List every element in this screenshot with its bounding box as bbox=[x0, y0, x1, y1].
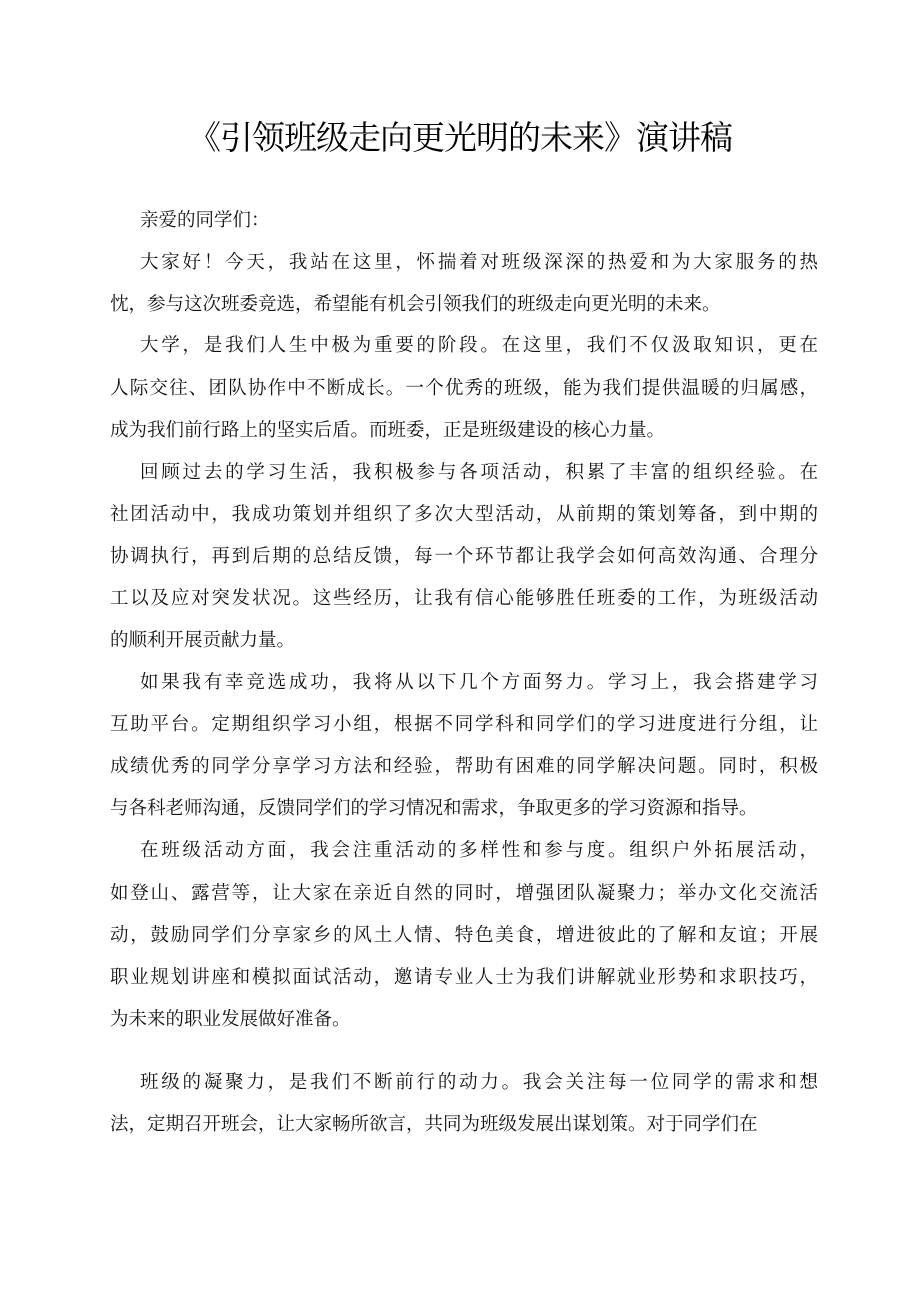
text-line: 大家好！今天，我站在这里，怀揣着对班级深深的热爱和为大家服务的热 bbox=[140, 252, 818, 273]
text-line: 亲爱的同学们： bbox=[140, 210, 270, 231]
text-line: 工以及应对突发状况。这些经历，让我有信心能够胜任班委的工作，为班级活动 bbox=[110, 588, 818, 609]
text-line: 大学，是我们人生中极为重要的阶段。在这里，我们不仅汲取知识，更在 bbox=[140, 335, 818, 356]
text-line: 的顺利开展贡献力量。 bbox=[110, 630, 296, 651]
text-line: 与各科老师沟通，反馈同学们的学习情况和需求，争取更多的学习资源和指导。 bbox=[110, 798, 758, 819]
text-line: 成绩优秀的同学分享学习方法和经验，帮助有困难的同学解决问题。同时，积极 bbox=[110, 756, 818, 777]
text-line: 班级的凝聚力，是我们不断前行的动力。我会关注每一位同学的需求和想 bbox=[140, 1072, 818, 1093]
text-line: 为未来的职业发展做好准备。 bbox=[110, 1009, 351, 1030]
text-line: 忱，参与这次班委竞选，希望能有机会引领我们的班级走向更光明的未来。 bbox=[110, 294, 721, 315]
document-title: 《引领班级走向更光明的未来》演讲稿 bbox=[188, 118, 732, 157]
text-line: 法，定期召开班会，让大家畅所欲言，共同为班级发展出谋划策。对于同学们在 bbox=[110, 1114, 758, 1135]
text-line: 如登山、露营等，让大家在亲近自然的同时，增强团队凝聚力；举办文化交流活 bbox=[110, 883, 818, 904]
text-line: 成为我们前行路上的坚实后盾。而班委，正是班级建设的核心力量。 bbox=[110, 420, 666, 441]
text-line: 互助平台。定期组织学习小组，根据不同学科和同学们的学习进度进行分组，让 bbox=[110, 714, 818, 735]
text-line: 协调执行，再到后期的总结反馈，每一个环节都让我学会如何高效沟通、合理分 bbox=[110, 546, 818, 567]
text-line: 回顾过去的学习生活，我积极参与各项活动，积累了丰富的组织经验。在 bbox=[140, 462, 818, 483]
text-line: 动，鼓励同学们分享家乡的风土人情、特色美食，增进彼此的了解和友谊；开展 bbox=[110, 925, 818, 946]
text-line: 社团活动中，我成功策划并组织了多次大型活动，从前期的策划筹备，到中期的 bbox=[110, 504, 818, 525]
text-line: 如果我有幸竞选成功，我将从以下几个方面努力。学习上，我会搭建学习 bbox=[140, 672, 818, 693]
text-line: 职业规划讲座和模拟面试活动，邀请专业人士为我们讲解就业形势和求职技巧， bbox=[110, 967, 818, 988]
text-line: 人际交往、团队协作中不断成长。一个优秀的班级，能为我们提供温暖的归属感， bbox=[110, 378, 818, 399]
text-line: 在班级活动方面，我会注重活动的多样性和参与度。组织户外拓展活动， bbox=[140, 840, 818, 861]
